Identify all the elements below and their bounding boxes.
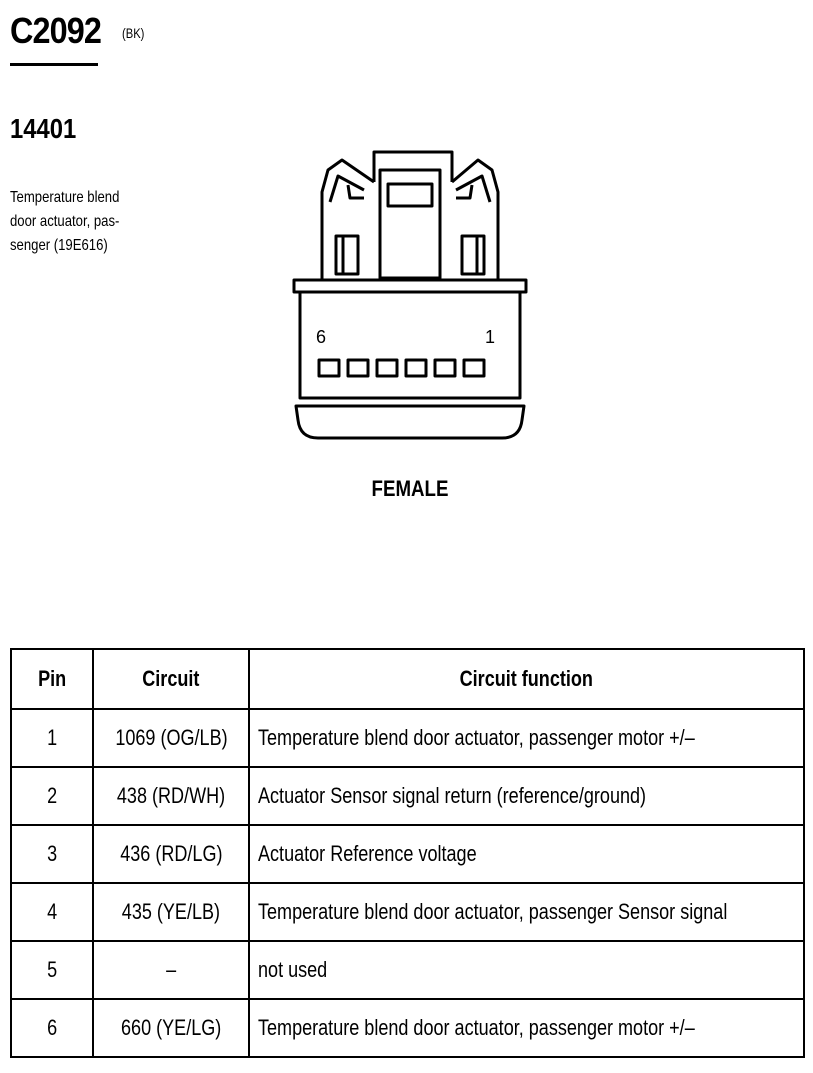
table-row [11,709,804,767]
table-row [11,767,804,825]
pin-cavity [435,360,455,376]
pin-value: 4 [46,899,58,924]
pin-value: 1 [46,725,58,750]
column-header-pin-text: Pin [37,666,67,691]
table-row [11,999,804,1057]
pin-cell [11,941,93,999]
circuit-cell [93,883,249,941]
pin-cavities [319,360,484,376]
connector-face-drawing [280,140,540,450]
pin-value: 2 [46,783,58,808]
circuit-value: 436 (RD/LG) [119,841,223,866]
function-value: Temperature blend door actuator, passenger motor +/– [258,1015,695,1040]
pin-value: 6 [46,1015,58,1040]
function-value: Temperature blend door actuator, passenger Sensor signal [258,899,728,924]
function-value: Temperature blend door actuator, passenger motor +/– [258,725,695,750]
connector-id: C2092 [10,10,101,51]
table-row [11,941,804,999]
column-header-pin [11,649,93,709]
description-line: door actuator, pas- [10,213,120,230]
circuit-cell [93,767,249,825]
function-cell [249,883,804,941]
pin-cell [11,825,93,883]
circuit-value: 660 (YE/LG) [120,1015,222,1040]
function-cell [249,999,804,1057]
column-header-circuit-text: Circuit [142,666,200,691]
function-cell [249,941,804,999]
pin-cell [11,999,93,1057]
pin-cavity [377,360,397,376]
table-row [11,825,804,883]
part-number: 14401 [10,113,77,144]
pin-cavity [464,360,484,376]
function-value: Actuator Sensor signal return (reference/ground) [258,783,647,808]
pin-number-label-right: 1 [484,327,496,347]
column-header-function-text: Circuit function [459,666,594,691]
table-header-row [11,649,804,709]
circuit-cell [93,941,249,999]
pin-cell [11,883,93,941]
circuit-value: – [165,957,177,982]
pinout-table [10,648,805,1058]
function-cell [249,767,804,825]
circuit-value: 1069 (OG/LB) [114,725,228,750]
pin-cavity [319,360,339,376]
pin-cavity [406,360,426,376]
pin-cavity [348,360,368,376]
table-row [11,883,804,941]
function-cell [249,709,804,767]
pin-value: 5 [46,957,58,982]
circuit-cell [93,999,249,1057]
connector-id-underline [10,63,98,66]
circuit-value: 438 (RD/WH) [116,783,226,808]
circuit-cell [93,709,249,767]
pin-cell [11,709,93,767]
function-value: not used [258,957,328,982]
description-line: Temperature blend [10,189,120,206]
connector-color: (BK) [122,25,145,41]
connector-gender-label: FEMALE [371,476,449,501]
connector-top-housing [322,152,498,280]
pin-number-label-left: 6 [315,327,327,347]
column-header-circuit [93,649,249,709]
pin-value: 3 [46,841,58,866]
function-cell [249,825,804,883]
circuit-cell [93,825,249,883]
connector-bottom-lip [296,406,524,438]
column-header-function [249,649,804,709]
pin-cell [11,767,93,825]
function-value: Actuator Reference voltage [258,841,477,866]
description-line: senger (19E616) [10,237,108,254]
circuit-value: 435 (YE/LB) [121,899,221,924]
connector-description [10,186,158,258]
